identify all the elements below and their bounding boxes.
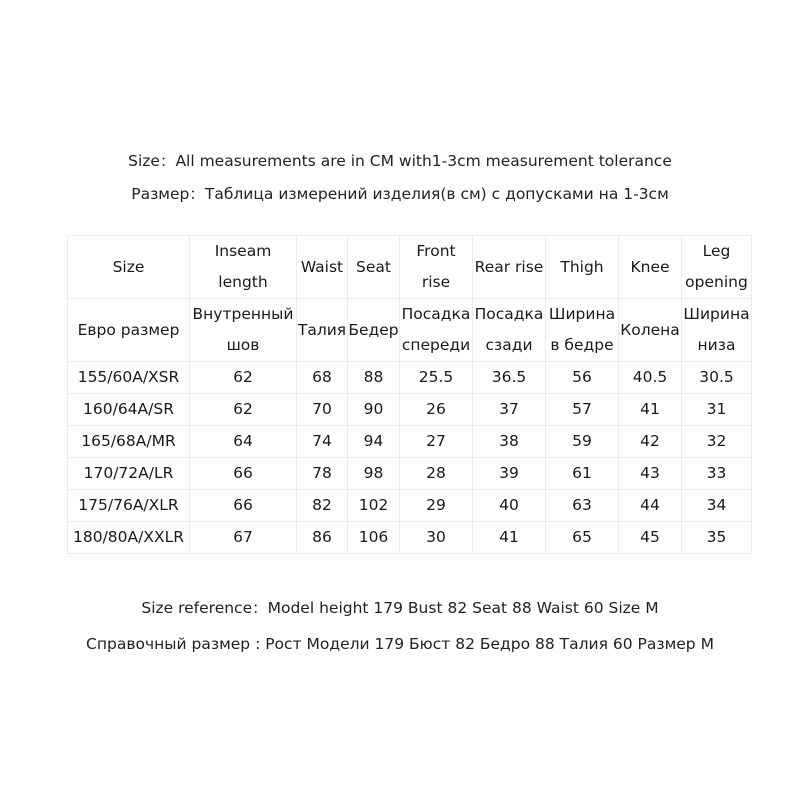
measurement-cell: 37 [473, 394, 546, 426]
measurement-cell: 67 [190, 522, 297, 554]
header-row-ru [68, 299, 752, 362]
measurement-cell: 78 [297, 458, 348, 490]
header-cell [619, 236, 682, 299]
header-line: rise [421, 273, 451, 291]
measurement-cell: 33 [682, 458, 752, 490]
measurement-cell: 82 [297, 490, 348, 522]
table-row [68, 426, 752, 458]
header-line: Rear rise [474, 257, 544, 276]
measurement-cell: 66 [190, 458, 297, 490]
header-line: Front [416, 242, 456, 260]
header-line: Посадка [401, 305, 471, 323]
measurement-cell: 26 [400, 394, 473, 426]
measurement-cell: 32 [682, 426, 752, 458]
measurement-cell: 40.5 [619, 362, 682, 394]
measurement-cell: 86 [297, 522, 348, 554]
measurement-cell: 38 [473, 426, 546, 458]
header-line: Ширина [548, 305, 616, 323]
size-cell: 165/68A/MR [68, 426, 190, 458]
measurement-caption-en: Size：All measurements are in CM with1-3cm measurement tolerance [128, 152, 672, 170]
header-cell [400, 236, 473, 299]
header-line: Knee [630, 257, 670, 276]
header-cell [546, 299, 619, 362]
measurement-cell: 88 [348, 362, 400, 394]
measurement-cell: 36.5 [473, 362, 546, 394]
measurement-cell: 102 [348, 490, 400, 522]
header-line: в бедре [550, 336, 614, 354]
measurement-cell: 28 [400, 458, 473, 490]
header-cell [473, 299, 546, 362]
header-line: шов [226, 336, 260, 354]
measurement-cell: 70 [297, 394, 348, 426]
measurement-cell: 90 [348, 394, 400, 426]
table-row [68, 458, 752, 490]
header-line: Size [112, 257, 145, 276]
header-cell [297, 236, 348, 299]
measurement-cell: 57 [546, 394, 619, 426]
header-cell [297, 299, 348, 362]
header-cell [348, 299, 400, 362]
header-cell [68, 299, 190, 362]
header-cell [619, 299, 682, 362]
header-line: низа [697, 336, 736, 354]
header-row-en [68, 236, 752, 299]
measurement-cell: 39 [473, 458, 546, 490]
measurement-cell: 66 [190, 490, 297, 522]
measurement-cell: 62 [190, 394, 297, 426]
header-cell [190, 236, 297, 299]
header-cell [682, 299, 752, 362]
table-row [68, 522, 752, 554]
measurement-cell: 62 [190, 362, 297, 394]
header-line: Евро размер [77, 320, 180, 339]
header-cell [682, 236, 752, 299]
measurement-cell: 35 [682, 522, 752, 554]
measurement-caption-ru: Размер：Таблица измерений изделия(в см) с допусками на 1-3см [131, 185, 669, 203]
measurement-cell: 106 [348, 522, 400, 554]
header-cell [546, 236, 619, 299]
measurement-cell: 59 [546, 426, 619, 458]
measurement-cell: 41 [473, 522, 546, 554]
size-table [67, 235, 752, 554]
header-line: Бедер [348, 320, 399, 339]
header-cell [68, 236, 190, 299]
header-cell [400, 299, 473, 362]
header-cell [473, 236, 546, 299]
size-reference-ru: Справочный размер : Рост Модели 179 Бюст 82 Бедро 88 Талия 60 Размер M [86, 635, 714, 653]
header-line: length [218, 273, 268, 291]
measurement-cell: 98 [348, 458, 400, 490]
header-line: Талия [297, 320, 347, 339]
measurement-cell: 44 [619, 490, 682, 522]
measurement-cell: 43 [619, 458, 682, 490]
measurement-cell: 64 [190, 426, 297, 458]
table-row [68, 490, 752, 522]
measurement-cell: 27 [400, 426, 473, 458]
header-line: Ширина [683, 305, 750, 323]
header-line: Leg [702, 242, 731, 260]
measurement-cell: 25.5 [400, 362, 473, 394]
header-cell [190, 299, 297, 362]
header-line: Внутренный [192, 305, 294, 323]
size-cell: 170/72A/LR [68, 458, 190, 490]
header-cell [348, 236, 400, 299]
size-cell: 175/76A/XLR [68, 490, 190, 522]
size-cell: 155/60A/XSR [68, 362, 190, 394]
measurement-cell: 68 [297, 362, 348, 394]
header-line: Колена [620, 320, 680, 339]
measurement-cell: 65 [546, 522, 619, 554]
measurement-cell: 34 [682, 490, 752, 522]
measurement-cell: 61 [546, 458, 619, 490]
header-line: спереди [401, 336, 471, 354]
size-cell: 180/80A/XXLR [68, 522, 190, 554]
table-row [68, 362, 752, 394]
measurement-cell: 30 [400, 522, 473, 554]
measurement-cell: 42 [619, 426, 682, 458]
measurement-cell: 41 [619, 394, 682, 426]
measurement-cell: 45 [619, 522, 682, 554]
measurement-cell: 74 [297, 426, 348, 458]
header-line: Thigh [560, 257, 604, 276]
header-line: сзади [485, 336, 533, 354]
measurement-cell: 31 [682, 394, 752, 426]
measurement-cell: 56 [546, 362, 619, 394]
measurement-cell: 94 [348, 426, 400, 458]
table-row [68, 394, 752, 426]
header-line: opening [685, 273, 748, 291]
header-line: Waist [300, 257, 344, 276]
header-line: Посадка [474, 305, 544, 323]
header-line: Seat [356, 257, 391, 276]
measurement-cell: 40 [473, 490, 546, 522]
measurement-cell: 29 [400, 490, 473, 522]
header-line: Inseam [214, 242, 272, 260]
measurement-cell: 30.5 [682, 362, 752, 394]
size-cell: 160/64A/SR [68, 394, 190, 426]
measurement-cell: 63 [546, 490, 619, 522]
size-reference-en: Size reference：Model height 179 Bust 82 Seat 88 Waist 60 Size M [141, 599, 659, 617]
